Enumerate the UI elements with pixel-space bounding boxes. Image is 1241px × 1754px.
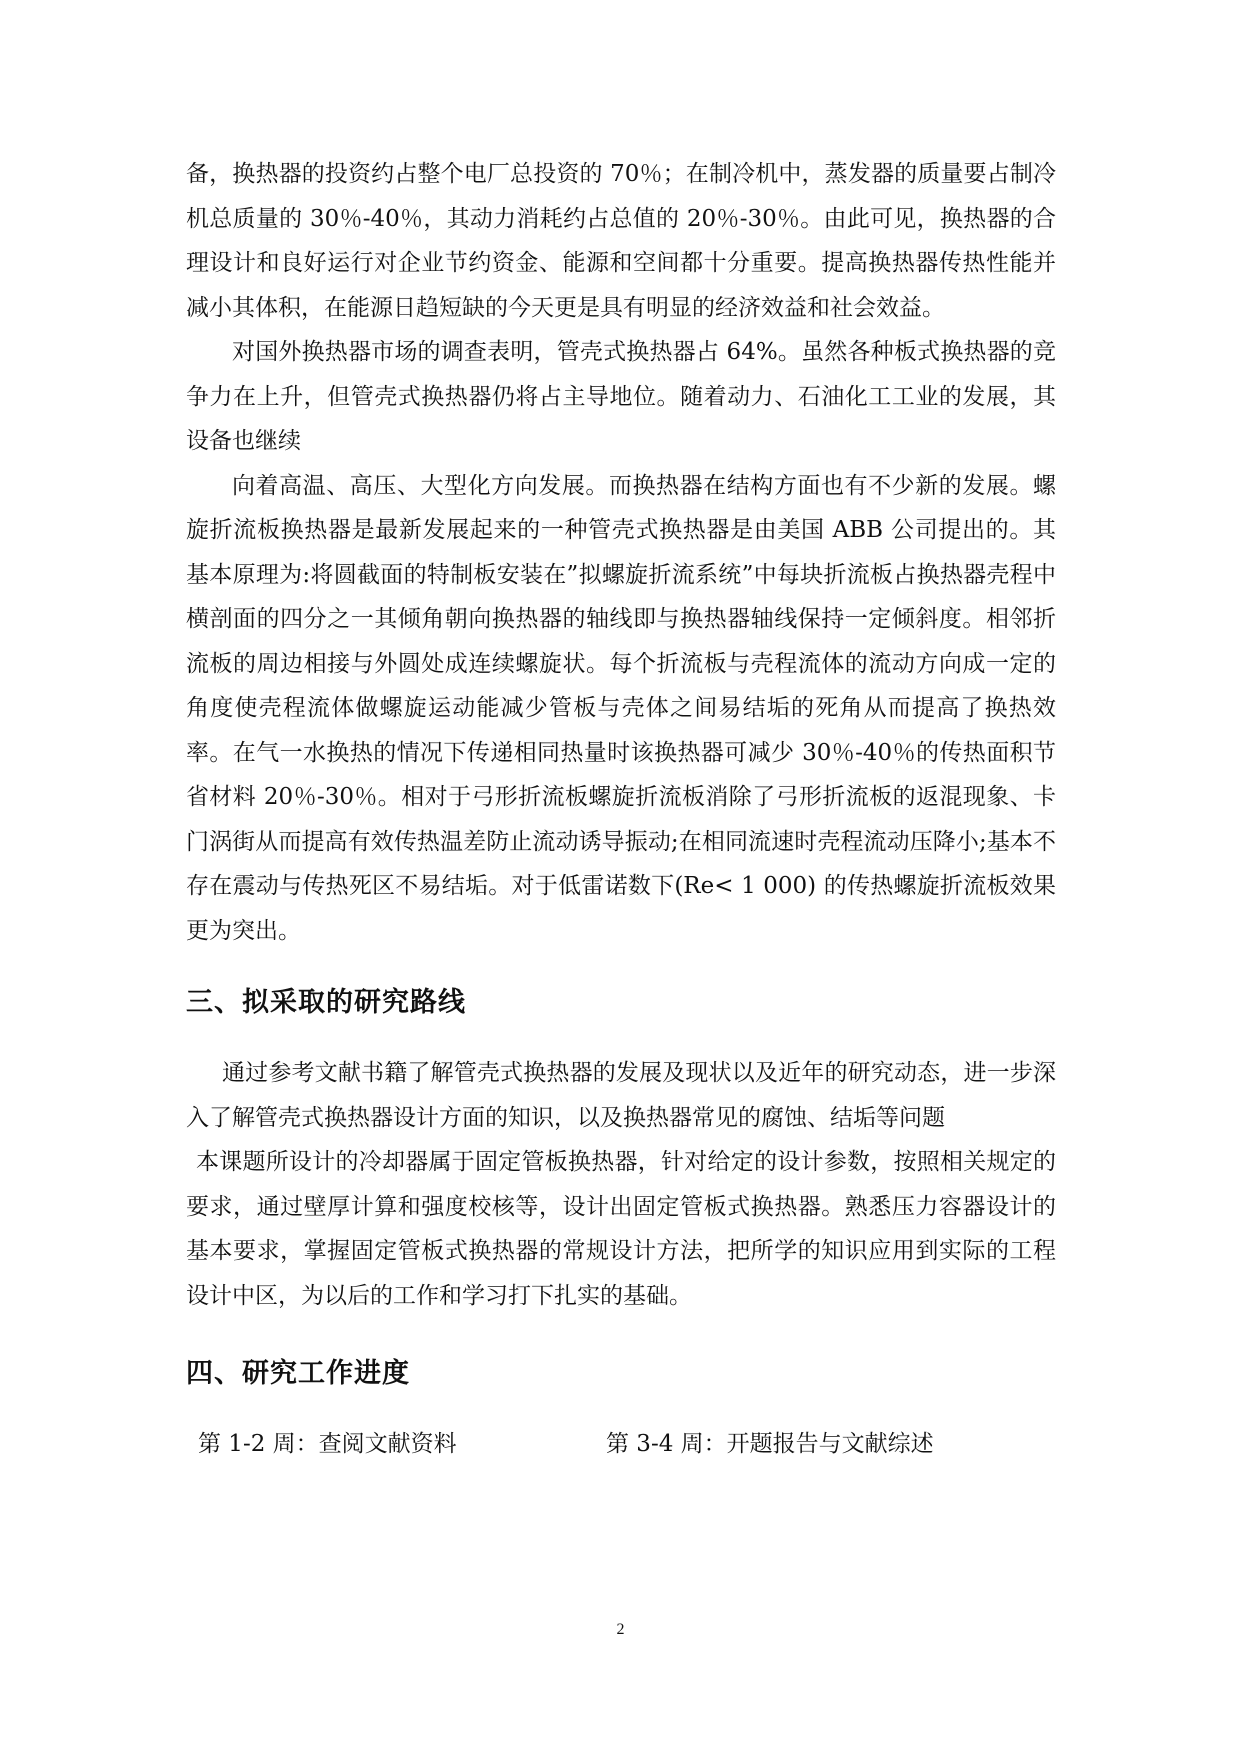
paragraph-helical-baffle: 向着高温、高压、大型化方向发展。而换热器在结构方面也有不少新的发展。螺旋折流板换热器是最新发展起来的一种管壳式换热器是由美国 ABB 公司提出的。其基本原理为:将圆截面的特制板安装在”拟螺旋折流系统”中每块折流板占换热器壳程中横剖面的四分之一其倾角朝向换热器的轴线即与换热器轴线保持一定倾斜度。相邻折流板的周边相接与外圆处成连续螺旋状。每个折流板与壳程流体的流动方向成一定的角度使壳程流体做螺旋运动能减少管板与壳体之间易结垢的死角从而提高了换热效率。在气一水换热的情况下传递相同热量时该换热器可减少 30％-40％的传热面积节省材料 20％-30％。相对于弓形折流板螺旋折流板消除了弓形折流板的返混现象、卡门涡街从而提高有效传热温差防止流动诱导振动;在相同流速时壳程流动压降小;基本不存在震动与传热死区不易结垢。对于低雷诺数下(Re< 1 000) 的传热螺旋折流板效果更为突出。 bbox=[186, 472, 1056, 944]
section-heading-research-route: 三、拟采取的研究路线 bbox=[186, 987, 466, 1018]
paragraph-research-route-1: 通过参考文献书籍了解管壳式换热器的发展及现状以及近年的研究动态，进一步深入了解管壳式换热器设计方面的知识，以及换热器常见的腐蚀、结垢等问题 bbox=[186, 1060, 1056, 1131]
schedule-row bbox=[186, 1422, 1056, 1466]
paragraph-foreign-market: 对国外换热器市场的调查表明，管壳式换热器占 64%。虽然各种板式换热器的竞争力在上升，但管壳式换热器仍将占主导地位。随着动力、石油化工工业的发展，其设备也继续 bbox=[186, 339, 1056, 454]
schedule-item-week-3-4: 第 3-4 周：开题报告与文献综述 bbox=[606, 1431, 934, 1457]
schedule-item-week-1-2: 第 1-2 周：查阅文献资料 bbox=[198, 1431, 457, 1457]
page-number: 2 bbox=[616, 1621, 625, 1638]
paragraph-heat-exchanger-investment: 备，换热器的投资约占整个电厂总投资的 70％；在制冷机中，蒸发器的质量要占制冷机总质量的 30％-40％，其动力消耗约占总值的 20％-30％。由此可见，换热器的合理设计和良好运行对企业节约资金、能源和空间都十分重要。提高换热器传热性能并减小其体积，在能源日趋短缺的今天更是具有明显的经济效益和社会效益。 bbox=[186, 161, 1056, 321]
page-content bbox=[186, 152, 1056, 1466]
section-heading-research-schedule: 四、研究工作进度 bbox=[186, 1358, 410, 1389]
paragraph-research-route-2: 本课题所设计的冷却器属于固定管板换热器，针对给定的设计参数，按照相关规定的要求，通过壁厚计算和强度校核等，设计出固定管板式换热器。熟悉压力容器设计的基本要求，掌握固定管板式换热器的常规设计方法，把所学的知识应用到实际的工程设计中区，为以后的工作和学习打下扎实的基础。 bbox=[186, 1149, 1056, 1309]
